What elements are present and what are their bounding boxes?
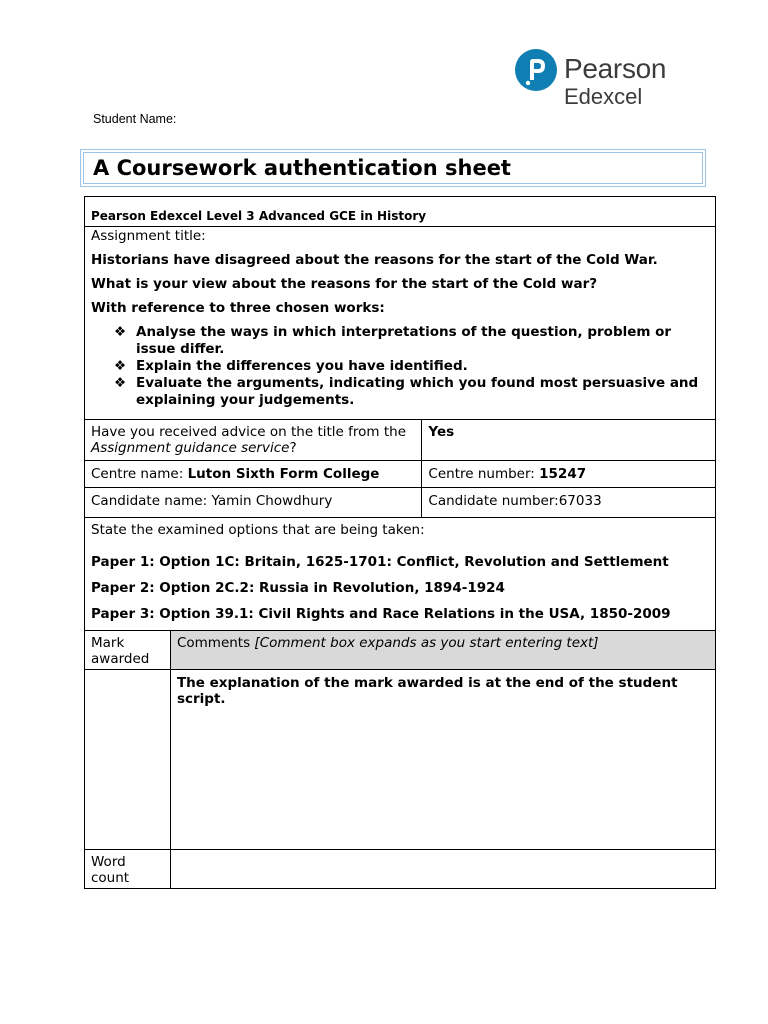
qualification-cell	[85, 197, 716, 227]
advice-label-cell: Have you received advice on the title from the Assignment guidance service?	[85, 420, 422, 461]
assignment-question-1: Historians have disagreed about the reasons for the start of the Cold War.	[91, 252, 658, 268]
centre-name-cell[interactable]: Centre name: Luton Sixth Form College	[85, 461, 422, 488]
centre-name-value: Luton Sixth Form College	[187, 466, 380, 482]
qualification-text: Pearson Edexcel Level 3 Advanced GCE in History	[91, 209, 427, 223]
list-item: ❖ Analyse the ways in which interpretations of the question, problem or issue differ.	[114, 324, 672, 357]
centre-number-value: 15247	[539, 466, 587, 482]
logo-pearson-text: Pearson	[564, 53, 667, 84]
comment-text: The explanation of the mark awarded is at the end of the student script.	[176, 675, 678, 707]
pearson-p-logo-icon	[515, 49, 557, 91]
word-count-label-cell: Word count	[85, 850, 171, 889]
assignment-bullets	[91, 324, 709, 409]
candidate-name-cell[interactable]: Candidate name: Yamin Chowdhury	[85, 488, 422, 518]
logo-edexcel-text: Edexcel	[564, 84, 643, 109]
options-cell	[85, 518, 716, 631]
comments-field[interactable]	[170, 670, 715, 850]
mark-awarded-field[interactable]	[85, 670, 171, 850]
authentication-form-table	[84, 196, 716, 889]
list-item: ❖ Explain the differences you have identified.	[114, 358, 468, 374]
option-paper-2: Paper 2: Option 2C.2: Russia in Revolution, 1894-1924	[91, 580, 505, 596]
candidate-number-cell[interactable]: Candidate number:67033	[422, 488, 716, 518]
word-count-field[interactable]	[170, 850, 715, 889]
option-paper-3: Paper 3: Option 39.1: Civil Rights and Race Relations in the USA, 1850-2009	[91, 606, 671, 622]
student-name-label: Student Name:	[93, 112, 177, 126]
candidate-number-value: 67033	[558, 493, 602, 509]
title-box	[80, 149, 706, 187]
advice-value-cell[interactable]	[422, 420, 716, 461]
assignment-question-3: With reference to three chosen works:	[91, 300, 385, 316]
page-title: A Coursework authentication sheet	[83, 152, 703, 184]
centre-number-cell[interactable]: Centre number: 15247	[422, 461, 716, 488]
comments-header: Comments [Comment box expands as you start entering text]	[170, 631, 715, 670]
diamond-bullet-icon: ❖	[114, 375, 127, 391]
pearson-edexcel-logo	[515, 49, 675, 111]
advice-value: Yes	[428, 424, 455, 440]
candidate-name-value: Yamin Chowdhury	[211, 493, 333, 509]
list-item: ❖ Evaluate the arguments, indicating which you found most persuasive and explaining your judgements.	[114, 375, 699, 408]
mark-awarded-header: Mark awarded	[85, 631, 171, 670]
assignment-cell	[85, 227, 716, 420]
option-paper-1: Paper 1: Option 1C: Britain, 1625-1701: Conflict, Revolution and Settlement	[91, 554, 669, 570]
assignment-question-2: What is your view about the reasons for the start of the Cold war?	[91, 276, 598, 292]
diamond-bullet-icon: ❖	[114, 324, 127, 340]
diamond-bullet-icon: ❖	[114, 358, 127, 374]
options-label: State the examined options that are being taken:	[91, 522, 425, 538]
assignment-title-label: Assignment title:	[91, 228, 206, 244]
